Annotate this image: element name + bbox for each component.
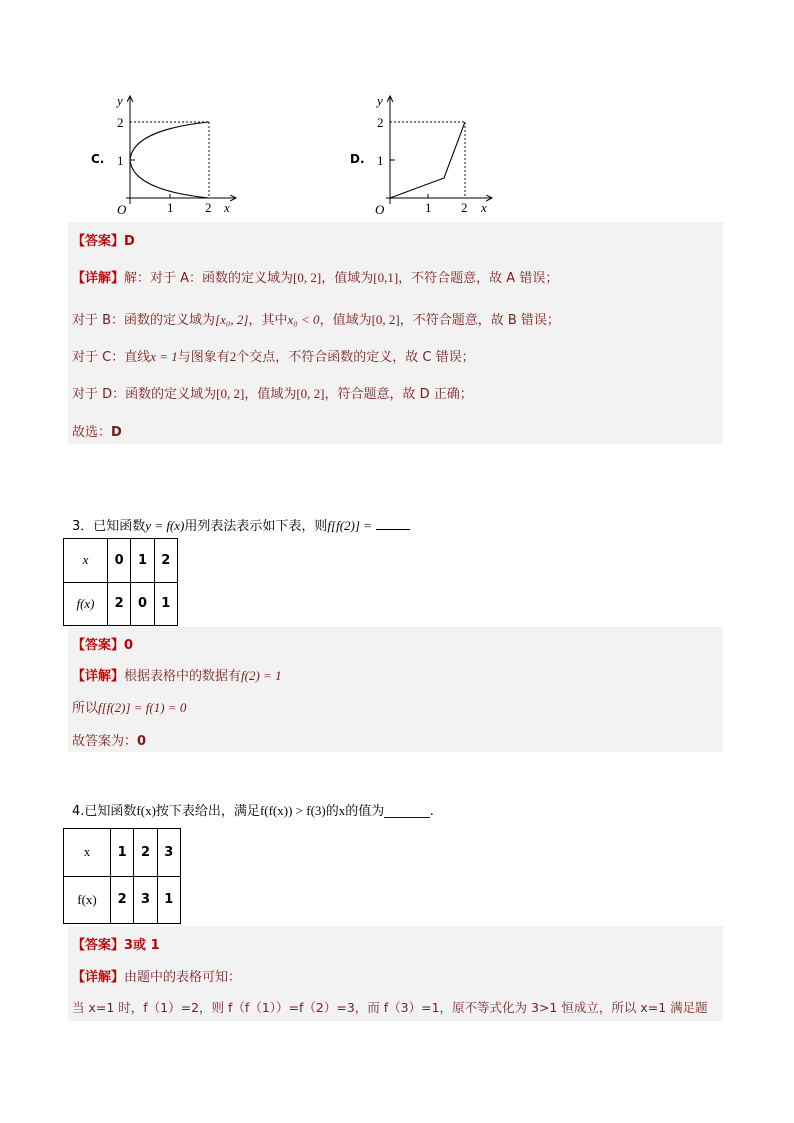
q4-answer: 3或 1: [124, 938, 160, 953]
x-tick-2: 2: [205, 200, 212, 215]
q3-table: [63, 538, 178, 626]
graph-option-c: [100, 88, 250, 220]
q2-answer-block: [68, 222, 723, 444]
y-axis-label: y: [117, 93, 123, 108]
y-tick-1: 1: [117, 153, 124, 168]
table-row: x 1 2 3: [64, 829, 181, 877]
q2-detail-line-1: 【详解】解：对于 A：函数的定义域为[0, 2]，值域为[0,1]，不符合题意，故 A 错误；: [72, 270, 559, 286]
x-axis-label: x: [224, 200, 230, 215]
q3-conclusion: 故答案为：0: [72, 734, 147, 749]
curve: [130, 122, 209, 198]
q2-detail-line-4: 对于 D：函数的定义域为[0, 2]，值域为[0, 2]，符合题意，故 D 正确；: [72, 386, 473, 402]
q4-table: [63, 828, 181, 924]
x-tick-1: 1: [425, 200, 432, 215]
table-row: x 0 1 2: [64, 539, 178, 583]
q3-detail-line-1: 【详解】根据表格中的数据有f(2) = 1: [72, 668, 282, 684]
option-c-label: C.: [91, 152, 105, 166]
q3-answer-line: 【答案】0: [72, 638, 134, 653]
graph-option-d: [360, 88, 510, 220]
x-tick-1: 1: [167, 200, 174, 215]
y-tick-2: 2: [377, 115, 384, 130]
table-row: f(x) 2 3 1: [64, 876, 181, 924]
q4-question: 4.已知函数f(x)按下表给出，满足f(f(x)) > f(3)的x的值为_______.: [72, 803, 434, 819]
q2-detail-line-2: 对于 B：函数的定义域为[x₀, 2]，其中x₀ < 0，值域为[0, 2]，不符合题意，故 B 错误；: [72, 312, 560, 328]
origin-label: O: [375, 202, 385, 217]
q4-detail-line-1: 【详解】由题中的表格可知：: [72, 970, 242, 985]
q2-answer-line: 【答案】D: [72, 234, 135, 249]
y-axis-label: y: [377, 93, 383, 108]
q3-detail-line-2: 所以f[f(2)] = f(1) = 0: [72, 700, 187, 716]
q4-detail-line-2: 当 x=1 时，f（1）=2，则 f（f（1））=f（2）=3，而 f（3）=1，原不等式化为 3>1 恒成立，所以 x=1 满足题: [72, 1000, 708, 1015]
q3-answer-block: [68, 627, 723, 752]
q3-answer: 0: [124, 638, 134, 653]
q3-blank: [376, 517, 410, 530]
q2-detail-line-3: 对于 C：直线x = 1与图象有2个交点，不符合函数的定义，故 C 错误；: [72, 349, 475, 365]
piecewise-line: [390, 122, 465, 198]
q2-conclusion: 故选：D: [72, 425, 122, 440]
table-row: f(x) 2 0 1: [64, 582, 178, 626]
q3-question: 3．已知函数y = f(x)用列表法表示如下表，则f[f(2)] =: [72, 515, 410, 534]
x-axis-label: x: [481, 200, 487, 215]
origin-label: O: [117, 202, 127, 217]
y-tick-1: 1: [377, 153, 384, 168]
q2-answer: D: [124, 234, 135, 249]
y-tick-2: 2: [117, 115, 124, 130]
option-d-label: D.: [350, 152, 365, 166]
x-tick-2: 2: [461, 200, 468, 215]
q4-answer-line: 【答案】3或 1: [72, 938, 160, 953]
